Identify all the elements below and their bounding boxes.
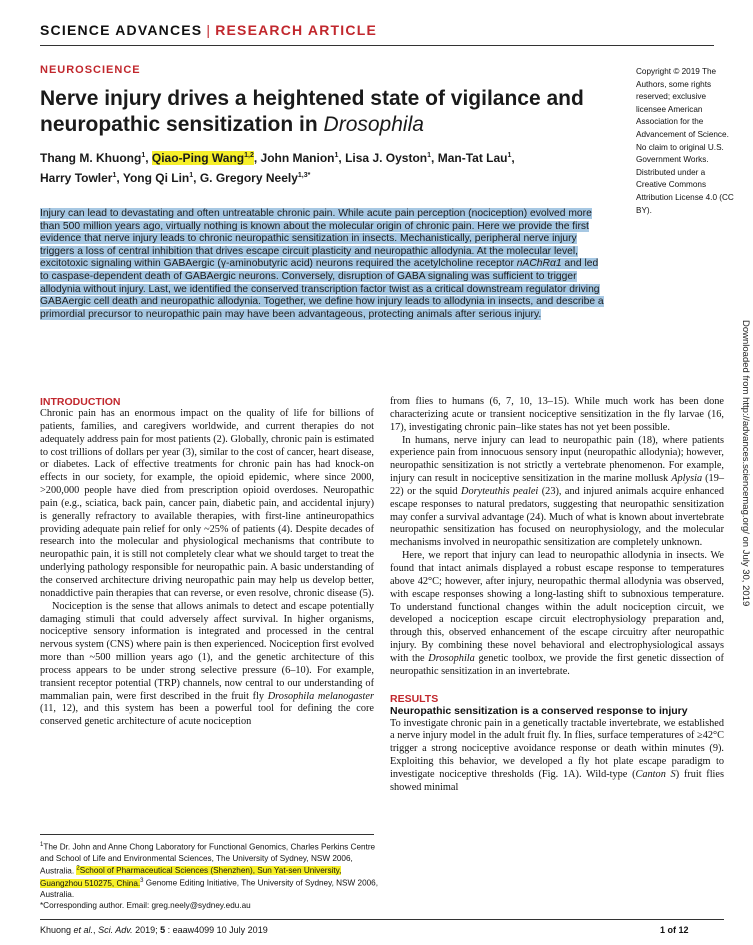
author[interactable]: Yong Qi Lin$^1$ — [122, 171, 194, 185]
results-subheading: Neuropathic sensitization is a conserved response to injury — [390, 704, 688, 717]
abstract — [40, 208, 608, 321]
author[interactable]: Thang M. Khuong$^1$ — [40, 151, 146, 165]
copyright-notice: Copyright © 2019 The Authors, some rights reserved; exclusive licensee American Association for the Advancement of Science. No claim to original U.S. Government Works. Distributed under a Creative Commons Attribution License 4.0 (CC BY). — [636, 67, 734, 215]
download-note[interactable]: Downloaded from http://advances.sciencemag.org/ on July 30, 2019 — [740, 320, 751, 607]
author[interactable]: G. Gregory Neely$^{1,3*}$ — [199, 171, 311, 185]
intro-paragraph-2: Nociception is the sense that allows animals to detect and escape potentially damaging stimuli that could adversely affect survival. In higher organisms, nociceptive sensory information is integrated and processed in the central nervous system (CNS) where pain is then experienced. Nociception first evolved more than ~500 million years ago (1), and the genetic architecture of this process appears to be under strong selective pressure (6–10). For example, transient receptor potential (TRP) channels, now central to our understanding of mammalian pain, were first described in the fruit fly Drosophila melanogaster (11, 12), and this system has been a powerful tool for defining the core conserved genetic architecture of acute nociception — [40, 600, 374, 728]
intro-paragraph-3: from flies to humans (6, 7, 10, 13–15). While much work has been done characterizing acute or transient nociceptive sensitization in the fly larvae (16, 17), investigating chronic pain–like states has not yet been possible. — [390, 396, 724, 433]
journal-header — [40, 22, 377, 38]
author[interactable]: Harry Towler$^1$ — [40, 171, 117, 185]
author-list: Thang M. Khuong$^1$, Qiao-Ping Wang$^{1,2}$, John Manion$^1$, Lisa J. Oyston$^1$, Man-Tat Lau$^1$, Harry Towler$^1$, Yong Qi Lin$^1$, G. Gregory Neely$^{1,3*}$ — [40, 151, 515, 185]
intro-heading: INTRODUCTION — [40, 396, 121, 408]
journal-name: SCIENCE ADVANCES — [40, 22, 203, 38]
abstract-text[interactable]: Injury can lead to devastating and often untreatable chronic pain. While acute pain perception (nociception) evolved more than 500 million years ago, virtually nothing is known about the molecular origin of chronic pain. Here we provide the first evidence that nerve injury leads to chronic neuropathic sensitization in insects. Mechanistically, peripheral nerve injury triggers a loss of central inhibition that drives escape circuit plasticity and neuropathic allodynia. At the molecular level, excitotoxic signaling within GABAergic (γ-aminobutyric acid) neurons required the acetylcholine receptor nAChRα1 and led to caspase-dependent death of GABAergic neurons. Conversely, disruption of GABA signaling was sufficient to trigger allodynia without injury. Last, we identified the conserved transcription factor twist as a critical downstream regulator driving GABAergic cell death and neuropathic allodynia. Together, we define how injury leads to allodynia in insects, and describe a primordial precursor to neuropathic pain may have been advantageous, protecting animals after serious injury. — [40, 208, 604, 320]
header-rule — [40, 45, 714, 46]
intro-paragraph-4: In humans, nerve injury can lead to neuropathic pain (18), where patients experience pain from innocuous sensory input (neuropathic allodynia); however, neuropathic sensitization is not strictly a vertebrate phenomenon. For example, injury can result in nociceptive sensitization in the marine mollusk Aplysia (19–22) or the squid Doryteuthis pealei (23), and injured animals acquire enhanced escape responses to natural predators, suggesting that neuropathic sensitization may confer a survival advantage (24). Much of what is known about invertebrate neuropathic sensitization has focused on neurophysiology, and the molecular mechanisms involved in neuropathic sensitization are completely unknown. — [390, 434, 724, 549]
footnote-rule — [40, 834, 374, 835]
corresponding-author[interactable]: *Corresponding author. Email: greg.neely@sydney.edu.au — [40, 901, 251, 911]
results-paragraph-1: To investigate chronic pain in a genetically tractable invertebrate, we established a nerve injury model in the adult fruit fly. In flies, surface temperatures of ≥42°C trigger a strong nociceptive avoidance response or death within minutes (9). Exploiting this behavior, we developed a fly hot plate escape paradigm to investigate nociceptive thresholds (Fig. 1A). Wild-type (Canton S) fruit flies showed minimal — [390, 717, 724, 793]
title-organism: Drosophila — [323, 113, 424, 136]
affiliations: $^1$The Dr. John and Anne Chong Laboratory for Functional Genomics, Charles Perkins Centre and School of Life and Environmental Sciences, The University of Sydney, NSW 2006, Australia. $^2$School of Pharmaceutical Sciences (Shenzhen), Sun Yat-sen University, Guangzhou 510275, China.$^3$ Genome Editing Initiative, The University of Sydney, NSW 2006, Australia. *Corresponding author. Email: greg.neely@sydney.edu.au — [40, 842, 379, 911]
author-highlighted[interactable]: Qiao-Ping Wang$^{1,2}$ — [151, 151, 254, 165]
citation: Khuong et al., Sci. Adv. 2019; 5 : eaaw4099 10 July 2019 — [40, 925, 268, 935]
intro-paragraph-1: Chronic pain has an enormous impact on the quality of life for billions of patients, families, and caregivers worldwide, and current therapies do not adequately address pain for most patients (2). Globally, chronic pain is estimated to cost trillions of dollars per year (3), similar to the cost of cancer, heart disease, or diabetes. Lack of effective treatments for chronic pain has had knock-on effects in our society, for example, the opioid epidemic, where since 2000, >200,000 people have died from prescription opioid overdoses. Neuropathic pain (e.g., sciatica, back pain, cancer pain, diabetic pain, and accidental injury) is generally refractory to available therapies, with first-line antineuropathics providing adequate pain relief for only ~25% of patients (4). Despite decades of research into the molecular and physiological mechanisms that contribute to neuropathic pain, it is still not completely clear what we should target to treat the underlying pathology responsible for neuropathic pain. A basic understanding of the conserved architecture driving neuropathic pain may help us develop better, nonaddictive pain therapies that can reverse, or even resolve, chronic disease (5). — [40, 408, 374, 599]
intro-paragraph-5: Here, we report that injury can lead to neuropathic allodynia in insects. We found that intact animals displayed a robust escape response to temperatures above 42°C; however, after injury, neuropathic thermal allodynia was observed, with escape responses showing a long-lasting shift to subnoxious temperature. To understand functional changes within the adult nociception circuit, we developed a nociception escape circuit electrophysiology preparation and, through this, observed enhancement of the escape circuitry after neuropathic injury. By combining these novel behavioral and electrophysiological assays with the Drosophila genetic toolbox, we provide the first genetic dissection of neuropathic sensitization in an invertebrate. — [390, 550, 724, 677]
author[interactable]: Lisa J. Oyston$^1$ — [345, 151, 432, 165]
column-right — [390, 396, 724, 795]
article-title — [40, 86, 610, 138]
title-main: Nerve injury drives a heightened state of vigilance and neuropathic sensitization in — [40, 87, 584, 136]
results-heading: RESULTS — [390, 692, 439, 705]
article-type: RESEARCH ARTICLE — [215, 22, 377, 38]
section-label: NEUROSCIENCE — [40, 64, 141, 76]
page-number: 1 of 12 — [660, 925, 689, 935]
author[interactable]: John Manion$^1$ — [260, 151, 339, 165]
affiliation-highlighted: $^2$School of Pharmaceutical Sciences (Shenzhen), Sun Yat-sen University, Guangzhou 510275, China. — [40, 865, 342, 889]
header-separator: | — [206, 22, 212, 38]
column-left — [40, 396, 374, 729]
author[interactable]: Man-Tat Lau$^1$ — [437, 151, 512, 165]
footer-rule — [40, 919, 724, 920]
